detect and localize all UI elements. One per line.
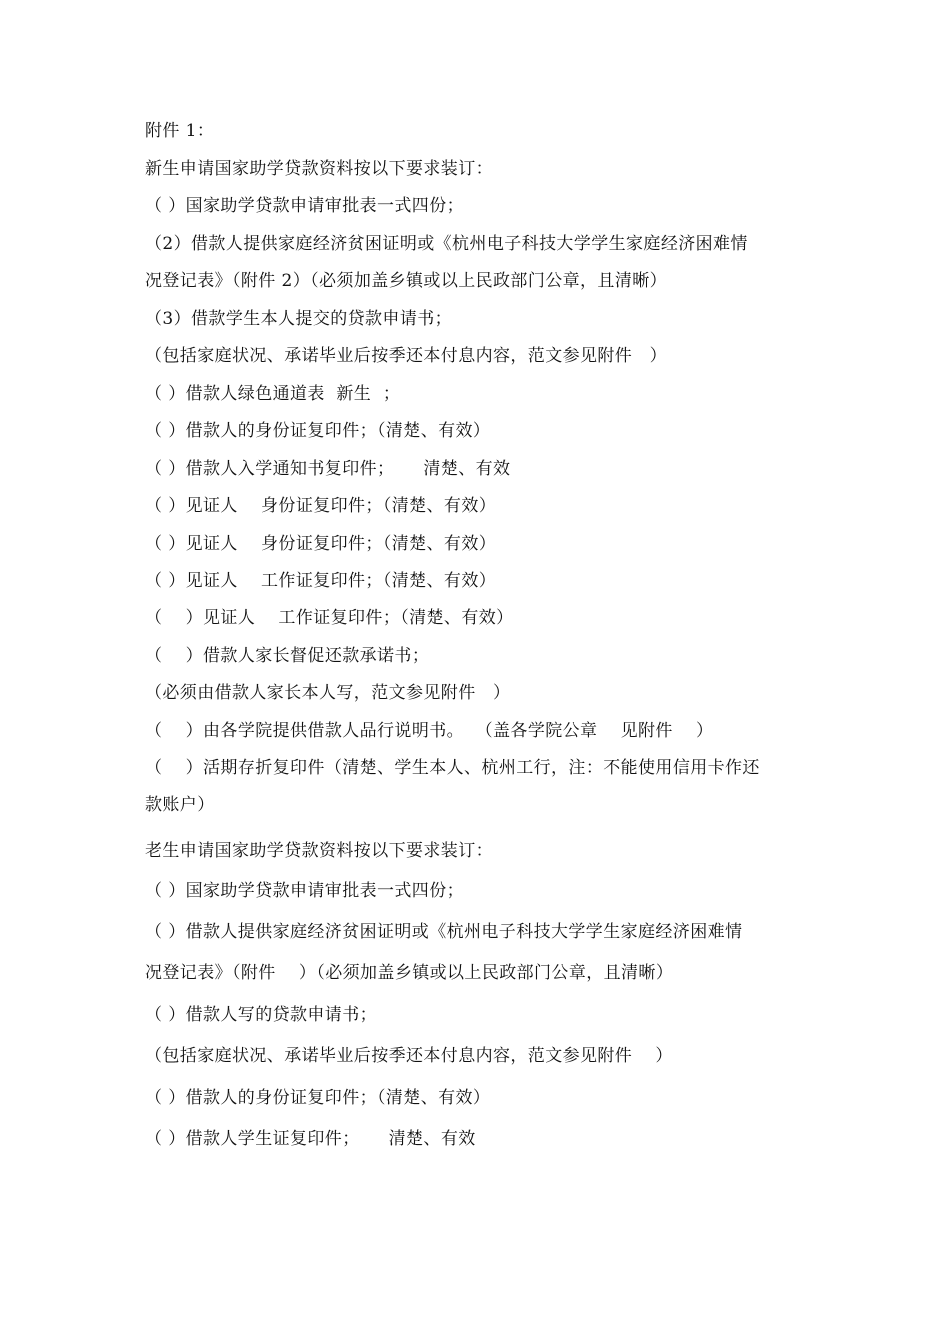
new-item-note: （必须由借款人家长本人写，范文参见附件 ）: [145, 683, 511, 703]
new-item-continued: 款账户）: [145, 795, 215, 815]
new-students-heading: 新生申请国家助学贷款资料按以下要求装订：: [145, 159, 493, 179]
new-item: （ ）借款人绿色通道表 新生 ；: [145, 384, 401, 404]
old-item-continued: 况登记表》（附件 ）（必须加盖乡镇或以上民政部门公章，且清晰）: [145, 963, 674, 983]
new-item: （ ）见证人 工作证复印件；（清楚、有效）: [145, 608, 514, 628]
new-item: （ ）见证人 工作证复印件；（清楚、有效）: [145, 571, 497, 591]
old-item: （ ）国家助学贷款申请审批表一式四份；: [145, 881, 465, 901]
new-item: （2）借款人提供家庭经济贫困证明或《杭州电子科技大学学生家庭经济困难情: [145, 234, 748, 254]
new-item-note: （包括家庭状况、承诺毕业后按季还本付息内容，范文参见附件 ）: [145, 346, 668, 366]
attachment-label: 附件 1：: [145, 121, 215, 141]
new-item-continued: 况登记表》（附件 2）（必须加盖乡镇或以上民政部门公章，且清晰）: [145, 271, 668, 291]
old-item: （ ）借款人的身份证复印件；（清楚、有效）: [145, 1088, 491, 1108]
new-item: （ ）借款人家长督促还款承诺书；: [145, 646, 430, 666]
old-item-note: （包括家庭状况、承诺毕业后按季还本付息内容，范文参见附件 ）: [145, 1046, 673, 1066]
new-item: （ ）见证人 身份证复印件；（清楚、有效）: [145, 534, 497, 554]
new-item: （ ）借款人入学通知书复印件； 清楚、有效: [145, 459, 511, 479]
new-item: （ ）活期存折复印件（清楚、学生本人、杭州工行，注：不能使用信用卡作还: [145, 758, 760, 778]
new-item: （3）借款学生本人提交的贷款申请书；: [145, 309, 453, 329]
new-item: （ ）由各学院提供借款人品行说明书。 （盖各学院公章 见附件 ）: [145, 721, 714, 741]
new-item: （ ）借款人的身份证复印件；（清楚、有效）: [145, 421, 491, 441]
old-item: （ ）借款人提供家庭经济贫困证明或《杭州电子科技大学学生家庭经济困难情: [145, 922, 743, 942]
old-students-heading: 老生申请国家助学贷款资料按以下要求装订：: [145, 841, 493, 861]
old-item: （ ）借款人写的贷款申请书；: [145, 1005, 378, 1025]
new-item: （ ）国家助学贷款申请审批表一式四份；: [145, 196, 465, 216]
new-item: （ ）见证人 身份证复印件；（清楚、有效）: [145, 496, 497, 516]
old-item: （ ）借款人学生证复印件； 清楚、有效: [145, 1129, 476, 1149]
